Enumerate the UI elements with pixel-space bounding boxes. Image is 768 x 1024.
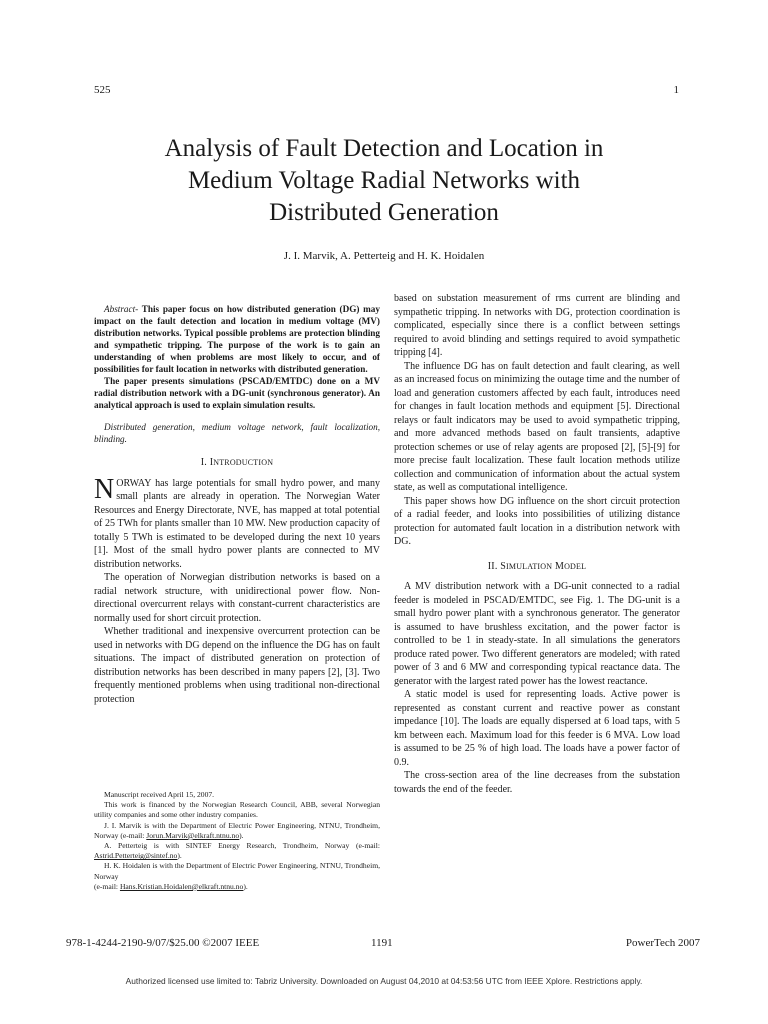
section-heading-simulation-model: II. SIMULATION MODEL: [487, 560, 587, 572]
body-paragraph: A static model is used for representing loads. Active power is represented as constant current and reactive power as constant impedance [10]. The loads are equally dispersed at 6 load taps, with 5 km between each. Maximum load for this feeder is 6 MVA. Low load is assumed to be 25 % of high load. The loads have a power factor of 0.9.: [394, 689, 680, 768]
body-paragraph: The influence DG has on fault detection and fault clearing, as well as an increased focus on minimizing the outage time and the number of load and generation customers affected by each fault, introduces need for changes in fault location methods and equipment [5]. Directional relays or fault indicators may be used to avoid sympathetic tripping, and more advanced methods based on fault transients, adaptive protection schemes or use of relay agents are proposed [2], [5]-[9] for more precise fault localization. These fault location methods utilize collection and communication of information about the actual system state, as well as computational intelligence.: [394, 360, 680, 493]
footnote: J. I. Marvik is with the Department of Electric Power Engineering, NTNU, Trondheim, Norway (e-mail: Jorun.Marvik@elkraft.ntnu.no).: [94, 820, 380, 840]
abstract-p1: [94, 303, 380, 375]
right-column: [394, 292, 680, 796]
section-heading-introduction: I. INTRODUCTION: [200, 457, 274, 468]
intro-p2: The operation of Norwegian distribution networks is based on a radial network structure, with unidirectional power flow. Non-directional overcurrent relays with constant-current characteristics are normally used for short circuit protection.: [94, 572, 380, 624]
footer-conference: PowerTech 2007: [625, 937, 700, 949]
authors: J. I. Marvik, A. Petterteig and H. K. Hoidalen: [283, 250, 485, 262]
page-header-left: 525: [94, 84, 111, 96]
footnote: (e-mail: Hans.Kristian.Hoidalen@elkraft.ntnu.no).: [94, 881, 248, 891]
email-link-marvik[interactable]: Jorun.Marvik@elkraft.ntnu.no: [146, 830, 240, 840]
footnote: Manuscript received April 15, 2007.: [104, 790, 215, 799]
title-line: Distributed Generation: [269, 199, 499, 226]
body-paragraph: The cross-section area of the line decreases from the substation towards the end of the feeder.: [394, 770, 680, 795]
page-header-right: 1: [673, 84, 679, 96]
abstract-lead: Abstract-: [104, 304, 139, 314]
title-line: Medium Voltage Radial Networks with: [187, 167, 581, 194]
footer-page-number: 1191: [371, 937, 393, 949]
left-column: [94, 303, 380, 706]
index-terms: Distributed generation, medium voltage network, fault localization, blinding.: [94, 422, 380, 444]
drop-cap: N: [94, 473, 115, 505]
footnote: This work is financed by the Norwegian Research Council, ABB, several Norwegian utility companies and some other industry companies.: [94, 800, 380, 820]
email-link-petterteig[interactable]: Astrid.Petterteig@sintef.no: [94, 851, 178, 861]
license-notice: Authorized licensed use limited to: Tabriz University. Downloaded on August 04,2010 at 04:53:56 UTC from IEEE Xplore. Restrictions apply.: [125, 976, 643, 986]
paper-title: [60, 133, 708, 229]
intro-p3: Whether traditional and inexpensive overcurrent protection can be used in networks with DG depend on the influence the DG has on fault situations. The impact of distributed generation on protection of distribution networks has been described in many papers [2], [3]. Two frequently mentioned problems when using traditional non-directional protection: [94, 626, 380, 705]
footnotes: [94, 790, 380, 892]
body-paragraph: This paper shows how DG influence on the short circuit protection of a radial feeder, and looks into possibilities of utilizing distance protection for automated fault location in a distribution network with DG.: [394, 495, 680, 547]
abstract-p2: The paper presents simulations (PSCAD/EMTDC) done on a MV radial distribution network with a DG-unit (synchronous generator). An analytical approach is used to explain simulation results.: [94, 376, 380, 410]
footer-isbn: 978-1-4244-2190-9/07/$25.00 ©2007 IEEE: [66, 937, 260, 949]
body-paragraph-continued: based on substation measurement of rms current are blinding and sympathetic tripping. In networks with DG, protection coordination is complicated, especially since there is a conflict between settings required to avoid blinding and settings required to avoid sympathetic tripping [4].: [394, 293, 680, 358]
footnote: H. K. Hoidalen is with the Department of Electric Power Engineering, NTNU, Trondheim, Norway: [94, 861, 380, 881]
body-paragraph: A MV distribution network with a DG-unit connected to a radial feeder is modeled in PSCAD/EMTDC, see Fig. 1. The DG-unit is a small hydro power plant with a synchronous generator. The generator is assumed to have brushless excitation, and the power factor is controlled to be 1 in steady-state. In all simulations the generators produce rated power. Two different generators are modeled; with rated power of 3 and 6 MW and corresponding typical reactance data. The generator with the largest rated power has the lowest reactance.: [394, 581, 680, 687]
email-link-hoidalen[interactable]: Hans.Kristian.Hoidalen@elkraft.ntnu.no: [119, 881, 244, 891]
intro-p1: NORWAY has large potentials for small hydro power, and many small plants are already in operation. The Norwegian Water Resources and Energy Directorate, NVE, has mapped at total potential of 25 TWh for plants smaller than 10 MW. New production capacity of totally 5 TWh is estimated to be developed during the next 10 years [1]. Most of the small hydro power plants are connected to MV distribution networks.: [94, 473, 380, 570]
abstract-text: This paper focus on how distributed generation (DG) may impact on the fault detection and location in medium voltage (MV) distribution networks. Typical possible problems are protection blinding and sympathetic tripping. The purpose of the work is to gain an understanding of when problems are most likely to occur, and of possibilities for fault location in networks with distributed generation.: [94, 304, 380, 374]
title-line: Analysis of Fault Detection and Location in: [164, 135, 604, 162]
footnote: A. Petterteig is with SINTEF Energy Research, Trondheim, Norway (e-mail: Astrid.Petterteig@sintef.no).: [94, 841, 380, 861]
